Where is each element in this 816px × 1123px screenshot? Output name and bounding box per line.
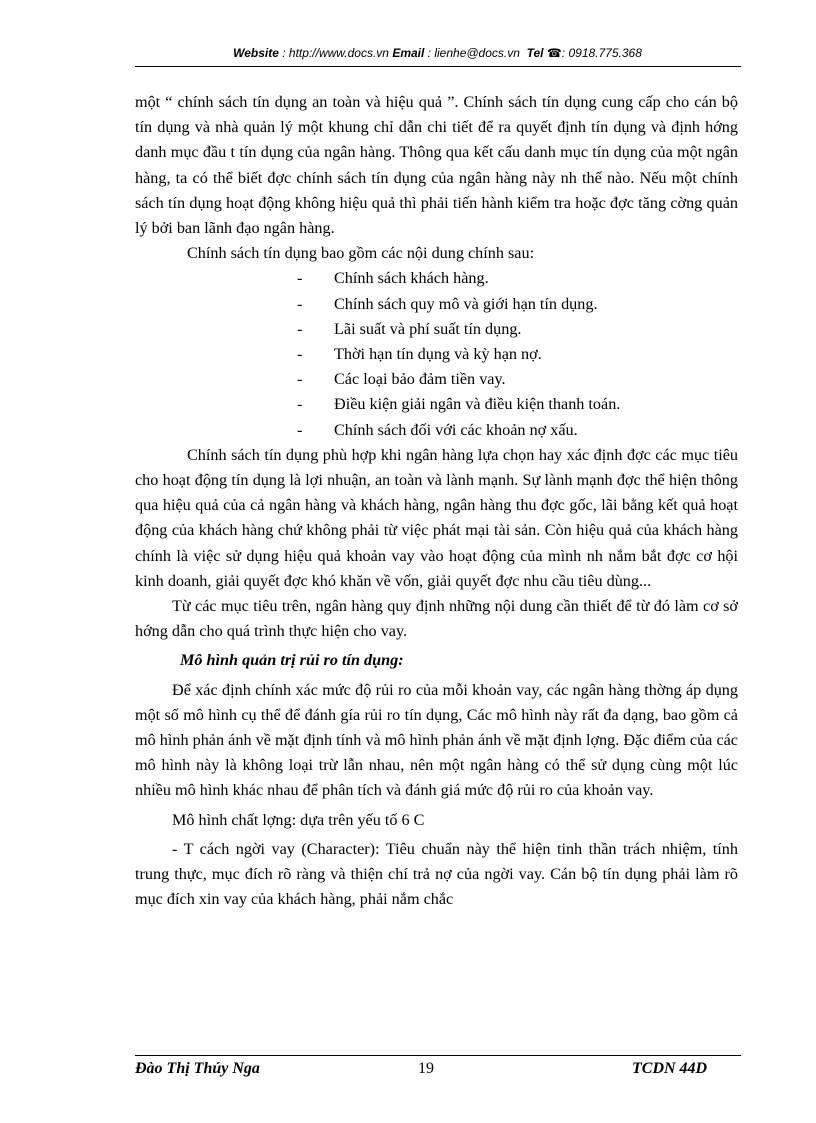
list-dash: - [297,420,303,439]
list-dash: - [297,269,303,288]
header-divider [135,66,741,67]
list-dash: - [297,294,303,313]
paragraph-objectives-conclusion: Từ các mục tiêu trên, ngân hàng quy định những nội dung cần thiết để từ đó làm cơ sở hớng dẫn cho quá trình thực hiện cho vay. [135,597,738,641]
list-dash: - [297,345,303,364]
list-dash: - [297,319,303,338]
footer-divider [135,1055,741,1056]
website-label: Website [233,46,279,60]
footer-author: Đào Thị Thúy Nga [135,1060,260,1077]
list-item-text: Chính sách khách hàng. [334,269,489,288]
section-heading-risk-models: Mô hình quản trị rủi ro tín dụng: [180,651,404,670]
list-item [297,342,738,367]
paragraph-character: - T cách ngời vay (Character): Tiêu chuẩn này thể hiện tinh thần trách nhiệm, tính trung thực, mục đích rõ ràng và thiện chí trả nợ của ngời vay. Cán bộ tín dụng phải làm rõ mục đích xin vay của khách hàng, phải nắm chắc [135,839,738,909]
page-body [135,90,738,913]
email-label: Email [392,46,425,60]
list-dash: - [297,370,303,389]
list-item [297,292,738,317]
header-separator: : [424,46,435,60]
list-item [297,392,738,417]
list-dash: - [297,395,303,414]
header-separator: : [278,46,289,60]
website-url[interactable]: http://www.docs.vn [288,46,389,60]
paragraph-quality-model: Mô hình chất lợng: dựa trên yếu tố 6 C [172,810,425,829]
email-value[interactable]: lienhe@docs.vn [434,46,520,60]
list-item [297,317,738,342]
list-item [297,266,738,291]
list-item-text: Chính sách quy mô và giới hạn tín dụng. [334,294,598,313]
paragraph-policy-objectives: Chính sách tín dụng phù hợp khi ngân hàng lựa chọn hay xác định đợc các mục tiêu cho hoạt động tín dụng là lợi nhuận, an toàn và lành mạnh. Sự lành mạnh đợc thể hiện thông qua hiệu quả của cả ngân hàng và khách hàng, ngân hàng thu đợc gốc, lãi bằng kết quả hoạt động của khách hàng chứ không phải từ việc phát mại tài sản. Còn hiệu quả của khách hàng chính là việc sử dụng hiệu quả khoản vay vào hoạt động của mình nh nắm bắt đợc cơ hội kinh doanh, giải quyết đợc khó khăn về vốn, giải quyết đợc nhu cầu tiêu dùng... [135,445,738,590]
phone-icon: ☎ [546,46,562,60]
list-item-text: Lãi suất và phí suất tín dụng. [334,319,522,338]
list-item-text: Thời hạn tín dụng và kỳ hạn nợ. [334,345,542,364]
page-header [135,46,740,60]
tel-label: Tel [526,46,544,60]
page-number: 19 [418,1060,434,1077]
list-item-text: Chính sách đối với các khoản nợ xấu. [334,420,578,439]
paragraph-risk-models: Để xác định chính xác mức độ rủi ro của mỗi khoản vay, các ngân hàng thờng áp dụng một số mô hình cụ thể để đánh gía rủi ro tín dụng, Các mô hình này rất đa dạng, bao gồm cả mô hình phản ánh về mặt định tính và mô hình phản ánh về mặt định lợng. Đặc điểm của các mô hình này là không loại trừ lẫn nhau, nên một ngân hàng có thể sử dụng cùng một lúc nhiều mô hình khác nhau để phân tích và đánh giá mức độ rủi ro của khoản vay. [135,680,738,800]
footer-class-code: TCDN 44D [632,1060,708,1077]
list-item-text: Điều kiện giải ngân và điều kiện thanh toán. [334,395,621,414]
list-item [297,418,738,443]
paragraph-credit-policy-intro: một “ chính sách tín dụng an toàn và hiệu quả ”. Chính sách tín dụng cung cấp cho cán bộ tín dụng và nhà quản lý một khung chỉ dẫn chi tiết để ra quyết định tín dụng và định hớng danh mục đầu t tín dụng của ngân hàng. Thông qua kết cấu danh mục tín dụng của một ngân hàng, ta có thể biết đợc chính sách tín dụng của ngân hàng này nh thế nào. Nếu một chính sách tín dụng hoạt động không hiệu quả thì phải tiến hành kiểm tra hoặc đợc tăng cờng quản lý bởi ban lãnh đạo ngân hàng. [135,93,738,238]
list-item-text: Các loại bảo đảm tiền vay. [334,370,506,389]
tel-value: : 0918.775.368 [561,46,642,60]
list-item [297,367,738,392]
paragraph-policy-contents: Chính sách tín dụng bao gồm các nội dung chính sau: [187,244,535,263]
policy-contents-list [297,266,738,442]
